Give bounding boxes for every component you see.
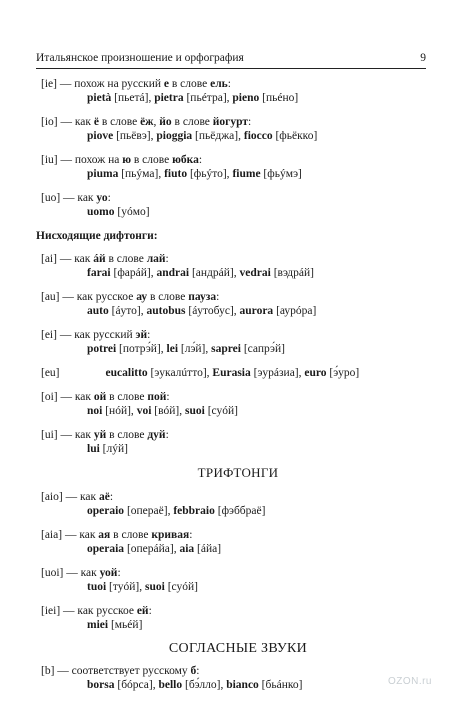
entry-examples: operaia [оперáйа], aia [áйа] <box>87 543 222 555</box>
section-heading-triphthongs: ТРИФТОНГИ <box>197 465 279 480</box>
entry-definition: [iei] — как русское ей: <box>41 605 152 617</box>
entry-definition: [ie] — похож на русский е в слове ель: <box>41 78 231 90</box>
watermark: OZON.ru <box>387 676 432 687</box>
entry-definition: [b] — соответствует русскому б: <box>41 665 200 677</box>
entry-eu <box>0 366 476 380</box>
entry-definition: [io] — как ё в слове ёж, йо в слове йогурт: <box>41 116 252 128</box>
entry-oi <box>0 390 476 418</box>
entry-examples: piove [пьёвэ], pioggia [пьёджа], fiocco [фьёкко] <box>87 130 318 142</box>
running-header <box>36 52 426 68</box>
header-rule <box>36 68 426 69</box>
entry-ui <box>0 428 476 456</box>
header-title: Итальянское произношение и орфография <box>36 52 244 64</box>
entry-examples-inline: [eu] eucalitto [эукалúтто], Eurasia [эурáзиа], euro [э́уро] <box>41 367 360 379</box>
entry-definition: [uo] — как уо: <box>41 192 111 204</box>
entry-examples: miei [мьéй] <box>87 619 143 631</box>
entry-definition: [ai] — как áй в слове лай: <box>41 253 169 265</box>
entry-examples: borsa [бóрса], bello [бэ́лло], bianco [бьáнко] <box>87 679 303 691</box>
entry-examples: lui [лýй] <box>87 443 128 455</box>
entry-definition: [au] — как русское ау в слове пауза: <box>41 291 220 303</box>
page-body <box>0 77 476 702</box>
entry-ie <box>0 77 476 105</box>
entry-uoi <box>0 566 476 594</box>
entry-definition: [aio] — как аё: <box>41 491 114 503</box>
entry-definition: [uoi] — как уой: <box>41 567 121 579</box>
entry-iu <box>0 153 476 181</box>
entry-definition: [iu] — похож на ю в слове юбка: <box>41 154 203 166</box>
entry-io <box>0 115 476 143</box>
entry-definition: [ui] — как уй в слове дуй: <box>41 429 169 441</box>
entry-aia <box>0 528 476 556</box>
entry-examples: piuma [пьýма], fiuto [фьýто], fiume [фьýмэ] <box>87 168 302 180</box>
entry-examples: noi [нóй], voi [вóй], suoi [суóй] <box>87 405 238 417</box>
entry-definition: [ei] — как русский эй: <box>41 329 151 341</box>
entry-ei <box>0 328 476 356</box>
entry-definition: [aia] — как ая в слове кривая: <box>41 529 193 541</box>
entry-definition: [oi] — как ой в слове пой: <box>41 391 170 403</box>
entry-iei <box>0 604 476 632</box>
entry-examples: potrei [потрэ́й], lei [лэ́й], saprei [сапрэ́й] <box>87 343 285 355</box>
entry-uo <box>0 191 476 219</box>
page-number: 9 <box>420 52 426 64</box>
entry-au <box>0 290 476 318</box>
section-heading-consonants: СОГЛАСНЫЕ ЗВУКИ <box>168 641 308 656</box>
entry-ai <box>0 252 476 280</box>
entry-examples: pietà [пьетá], pietra [пьéтра], pieno [пьéно] <box>87 92 299 104</box>
entry-examples: tuoi [туóй], suoi [суóй] <box>87 581 198 593</box>
subheading-falling-diphthongs: Нисходящие дифтонги: <box>36 230 158 242</box>
entry-examples: auto [áуто], autobus [áутобус], aurora [аурóра] <box>87 305 317 317</box>
entry-examples: farai [фарáй], andrai [андрáй], vedrai [вэдрáй] <box>87 267 314 279</box>
entry-aio <box>0 490 476 518</box>
entry-examples: uomo [уóмо] <box>87 206 150 218</box>
entry-examples: operaio [операё], febbraio [фэббраё] <box>87 505 266 517</box>
